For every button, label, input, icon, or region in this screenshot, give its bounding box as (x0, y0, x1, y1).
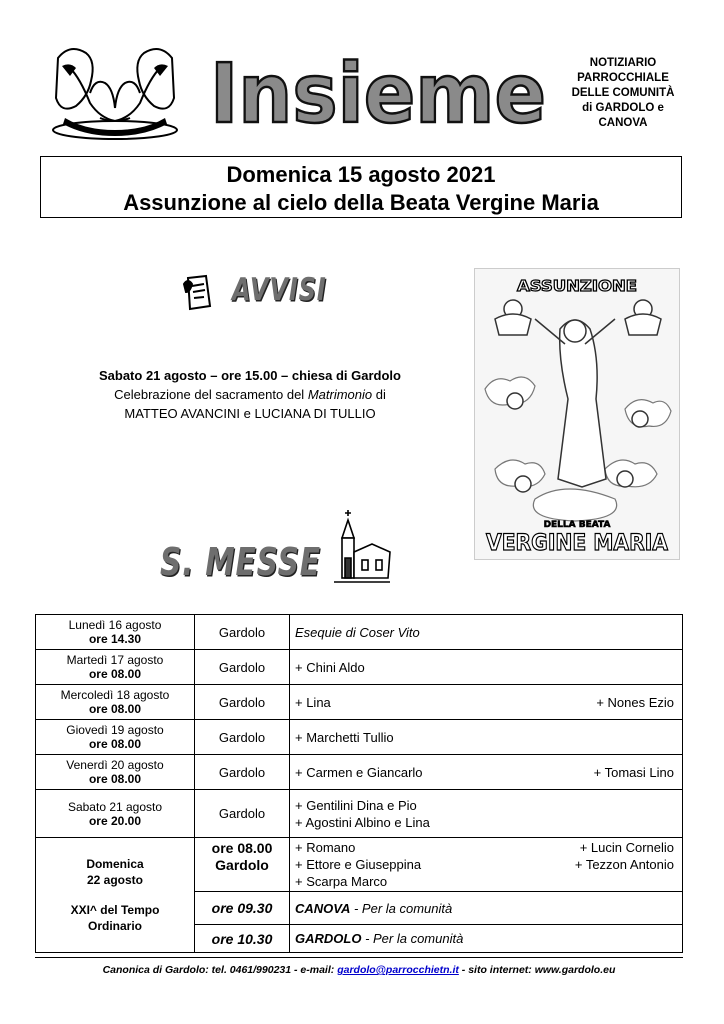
mass-intention: + Carmen e Giancarlo (295, 764, 423, 780)
mass-time: ore 08.00 (88, 702, 142, 716)
mass-day: Giovedì 19 agosto (66, 723, 164, 737)
mass-day-cell (36, 790, 195, 838)
mass-time: ore 08.00 (88, 772, 142, 786)
community-name: CANOVA (295, 900, 351, 916)
mass-place: Gardolo (195, 790, 290, 838)
mass-intention-cell (290, 925, 683, 953)
mass-intention: - Per la comunità (361, 931, 464, 946)
praying-hands-icon (40, 38, 190, 143)
newsletter-label-line: PARROCCHIALE (577, 72, 669, 84)
messe-heading: S. MESSE (160, 540, 321, 584)
illustration-top-text: ASSUNZIONE (517, 277, 637, 295)
intention-line (295, 856, 682, 873)
mass-intention: + Ettore e Giuseppina (295, 857, 422, 872)
mass-intention: + Tomasi Lino (593, 764, 674, 780)
liturgical-sunday: Ordinario (87, 919, 142, 933)
mass-intention-cell (290, 720, 683, 755)
mass-intention-cell (290, 755, 683, 790)
mass-day: Lunedì 16 agosto (68, 618, 162, 632)
mass-day-cell (36, 650, 195, 685)
table-row (36, 720, 683, 755)
illustration-bottom-text: VERGINE MARIA (486, 531, 668, 556)
mass-intention: + Scarpa Marco (295, 874, 388, 889)
mass-intention: + Lina (295, 694, 331, 710)
messe-table-body (36, 615, 683, 953)
mass-time: ore 08.00 (88, 737, 142, 751)
title-box (40, 156, 682, 218)
footer-text: - sito internet: www.gardolo.eu (458, 964, 616, 976)
mass-intention-cell (290, 838, 683, 892)
liturgical-sunday: XXI^ del Tempo (70, 903, 160, 917)
masthead-text: Insieme (210, 48, 546, 134)
mass-place: Gardolo (195, 755, 290, 790)
notice-text: Celebrazione del sacramento del (114, 387, 308, 402)
mass-day: Domenica (86, 857, 144, 871)
mass-intention: + Romano (295, 840, 356, 855)
newsletter-label (553, 56, 693, 131)
mass-time: ore 14.30 (88, 632, 142, 646)
notice-headline: Sabato 21 agosto – ore 15.00 – chiesa di Gardolo (98, 368, 401, 383)
mass-intention-cell (290, 685, 683, 720)
mass-intention: + Agostini Albino e Lina (295, 814, 430, 830)
table-row (36, 615, 683, 650)
mass-day: Venerdì 20 agosto (66, 758, 164, 772)
mass-day: 22 agosto (86, 873, 143, 887)
newsletter-label-line: CANOVA (598, 117, 648, 129)
footer-divider (35, 957, 683, 958)
mass-day-cell (36, 755, 195, 790)
intention-line (295, 839, 682, 856)
table-row (36, 838, 683, 892)
page-title-feast: Assunzione al cielo della Beata Vergine Maria (123, 190, 599, 215)
mass-intention: - Per la comunità (350, 900, 453, 916)
mass-time: ore 08.00 (88, 667, 142, 681)
mass-intention-cell (290, 615, 683, 650)
mass-day: Mercoledì 18 agosto (60, 688, 170, 702)
mass-time-place (195, 838, 290, 892)
newsletter-label-line: di GARDOLO e (582, 102, 664, 114)
notice-names: MATTEO AVANCINI e LUCIANA DI TULLIO (124, 406, 376, 421)
mass-intention: + Tezzon Antonio (574, 857, 674, 872)
mass-time: ore 09.30 (195, 892, 290, 925)
assumption-illustration (474, 268, 680, 560)
mass-place: Gardolo (195, 615, 290, 650)
notice-emphasis: Matrimonio (307, 387, 373, 402)
avvisi-notice (40, 366, 460, 423)
masthead-logo (206, 48, 551, 134)
mass-intention: + Gentilini Dina e Pio (295, 797, 417, 813)
email-link[interactable]: gardolo@parrocchietn.it (337, 964, 459, 976)
spacer (36, 888, 194, 902)
footer-text: Canonica di Gardolo: tel. 0461/990231 - e-mail: (102, 964, 338, 976)
notice-icon (182, 272, 216, 312)
mass-day-cell (36, 685, 195, 720)
mass-day: Sabato 21 agosto (67, 799, 163, 814)
newsletter-label-line: NOTIZIARIO (589, 57, 657, 69)
mass-time: ore 10.30 (195, 925, 290, 953)
mass-time: ore 08.00 (211, 840, 273, 856)
mass-intention: + Lucin Cornelio (579, 840, 674, 855)
sunday-day-cell (36, 838, 195, 953)
mass-place: Gardolo (195, 720, 290, 755)
page-title-date: Domenica 15 agosto 2021 (226, 162, 496, 187)
church-icon (330, 508, 392, 588)
mass-day: Martedì 17 agosto (66, 653, 164, 667)
mass-place: Gardolo (215, 857, 269, 873)
illustration-small-text: DELLA BEATA (543, 520, 611, 530)
mass-day-cell (36, 720, 195, 755)
table-row (36, 650, 683, 685)
avvisi-heading: AVVISI (232, 272, 327, 308)
community-name: GARDOLO (295, 931, 362, 946)
mass-intention: + Marchetti Tullio (295, 729, 394, 745)
mass-intention-cell (290, 650, 683, 685)
footer-contacts (35, 964, 683, 976)
mass-day-cell (36, 615, 195, 650)
mass-place: Gardolo (195, 650, 290, 685)
table-row (36, 755, 683, 790)
messe-table (35, 614, 683, 953)
mass-intention-cell (290, 790, 683, 838)
notice-text: di (372, 387, 386, 402)
newsletter-label-line: DELLE COMUNITÀ (571, 87, 675, 99)
mass-intention-cell (290, 892, 683, 925)
mass-intention: + Nones Ezio (596, 694, 674, 710)
table-row (36, 685, 683, 720)
mass-intention: Esequie di Coser Vito (295, 624, 420, 640)
intention-line (295, 873, 682, 890)
mass-place: Gardolo (195, 685, 290, 720)
notice-description (40, 385, 460, 404)
mass-time: ore 20.00 (88, 813, 142, 828)
mass-intention: + Chini Aldo (295, 659, 365, 675)
table-row (36, 790, 683, 838)
